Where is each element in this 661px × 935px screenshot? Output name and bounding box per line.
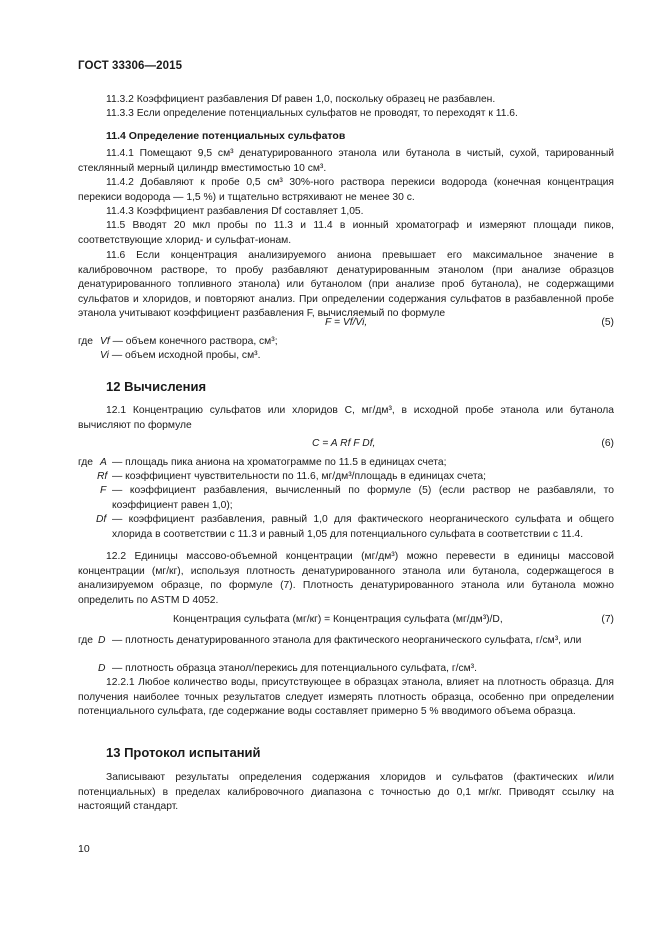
paragraph-11-6: 11.6 Если концентрация анализируемого аниона превышает его максимальное значение в калибровочном растворе, то пробу разбавляют денатурированным этанолом (при анализе образцов денатурированного топливного этанола) или бутанолом (при анализе проб бутанола), не содержащими сульфатов и хлоридов, и повторяют анализ. При определении содержания сульфатов в разбавленной пробе этанола учитывают коэффициент разбавления F, вычисляемый по формуле (78, 250, 614, 320)
where-7-lead: где (78, 635, 94, 646)
formula-6: C = A Rf F Df, (312, 438, 376, 449)
where-6-definition: — площадь пика аниона на хроматограмме по 11.5 в единицах счета; (112, 457, 447, 468)
where-7-definition: — плотность образца этанол/перекись для потенциального сульфата, г/см³. (112, 663, 477, 674)
paragraph-12-2-1: 12.2.1 Любое количество воды, присутствующее в образцах этанола, влияет на плотность образца. Для получения наиболее точных результатов следует измерять плотность образца, особенно при определении потенциального сульфата, где содержание воды составляет примерно 5 % вводимого объема образца. (78, 677, 614, 718)
where-6-symbol: Rf (97, 471, 108, 482)
section-heading-12: 12 Вычисления (106, 379, 207, 394)
paragraph-11-3-3: 11.3.3 Если определение потенциальных сульфатов не проводят, то переходят к 11.6. (106, 108, 518, 119)
section-heading-11-4: 11.4 Определение потенциальных сульфатов (106, 130, 346, 142)
formula-5: F = Vf/Vi, (325, 317, 368, 328)
paragraph-11-4-3: 11.4.3 Коэффициент разбавления Df составляет 1,05. (106, 206, 364, 217)
where-6-lead: где (78, 457, 94, 468)
where-5-lead: где (78, 336, 94, 347)
paragraph-11-4-2: 11.4.2 Добавляют к пробе 0,5 см³ 30%-ного раствора перекиси водорода (конечная концентрация перекиси водорода — 1,5 %) и тщательно встряхивают не менее 30 с. (78, 177, 614, 203)
paragraph-11-3-2: 11.3.2 Коэффициент разбавления Df равен 1,0, поскольку образец не разбавлен. (106, 94, 496, 105)
document-header: ГОСТ 33306—2015 (78, 60, 183, 72)
paragraph-11-5: 11.5 Вводят 20 мкл пробы по 11.3 и 11.4 в ионный хроматограф и измеряют площади пиков, соответствующие хлорид- и сульфат-ионам. (78, 220, 614, 246)
page-number: 10 (78, 843, 90, 855)
where-6-definition: — коэффициент разбавления, вычисленный по формуле (5) (если раствор не разбавляли, то коэффициент равен 1,0); (112, 485, 614, 511)
where-6-symbol: A (100, 457, 107, 468)
where-6-symbol: F (100, 485, 107, 496)
formula-5-number: (5) (601, 317, 614, 328)
formula-7-number: (7) (601, 614, 614, 625)
where-7-symbol: D (98, 635, 106, 646)
paragraph-11-4-1: 11.4.1 Помещают 9,5 см³ денатурированного этанола или бутанола в чистый, сухой, тарированный стеклянный мерный цилиндр вместимостью 10 см³. (78, 148, 614, 174)
formula-6-number: (6) (601, 438, 614, 449)
where-7-symbol: D (98, 663, 106, 674)
paragraph-12-1: 12.1 Концентрацию сульфатов или хлоридов С, мг/дм³, в исходной пробе этанола или бутанола вычисляют по формуле (78, 405, 614, 431)
paragraph-12-2: 12.2 Единицы массово-объемной концентрации (мг/дм³) можно перевести в единицы массовой концентрации (мг/кг), используя плотность денатурированного этанола или бутанола, содержащегося в анализируемом образце, по формуле (7). Плотность денатурированного этанола или бутанола можно определить по ASTM D 4052. (78, 551, 614, 606)
section-heading-13: 13 Протокол испытаний (106, 745, 261, 760)
where-6-definition: — коэффициент чувствительности по 11.6, мг/дм³/площадь в единицах счета; (112, 471, 487, 482)
where-5-item: Vi — объем исходной пробы, см³. (100, 350, 261, 361)
formula-7: Концентрация сульфата (мг/кг) = Концентрация сульфата (мг/дм³)/D, (173, 614, 503, 625)
where-7-definition: — плотность денатурированного этанола для фактического неорганического сульфата, г/см³, или (112, 635, 582, 646)
where-6-definition: — коэффициент разбавления, равный 1,0 для фактического неорганического сульфата и общего хлорида в соответствии с 11.3 и равный 1,05 для потенциального сульфата в соответствии с 11.4. (112, 514, 614, 540)
where-6-symbol: Df (96, 514, 107, 525)
paragraph-13: Записывают результаты определения содержания хлоридов и сульфатов (фактических и/или потенциальных) в пределах калибровочного диапазона с точностью до 0,1 мг/кг. Приводят ссылку на настоящий стандарт. (78, 772, 614, 813)
where-5-item: Vf — объем конечного раствора, см³; (100, 336, 278, 347)
